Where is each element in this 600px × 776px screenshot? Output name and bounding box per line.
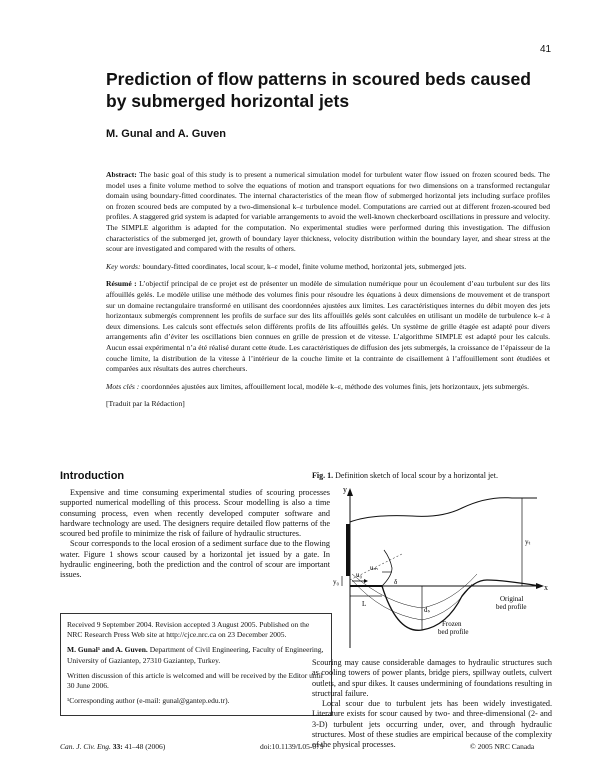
l-label: L [362,600,367,608]
introduction-body [60,488,330,581]
keywords-text: boundary-fitted coordinates, local scour, k–ε model, finite volume method, horizontal jets, submerged jets. [142,261,467,271]
delta-label: δ [394,578,398,586]
translation-note: [Traduit par la Rédaction] [106,399,185,409]
affiliation-note [67,645,325,665]
journal-volume: 33: [112,742,123,751]
figure-caption-text: Definition sketch of local scour by a horizontal jet. [335,471,498,480]
right-paragraph-2: Local scour due to turbulent jets has been widely investigated. Literature exists for scour caused by two- and three-dimensional (2- and 3-D) turbulent jets occurring under, over, and through hydraulic structures. Most of these studies are empirical because of the complexity of the physical processes. [312,699,552,750]
original-bed-label: bed profile [496,603,527,611]
abstract-text: The basic goal of this study is to present a numerical simulation model for turbulent water flow issued on frozen scoured beds. The model uses a finite volume method to solve the equations of motion and transport equations for two dimensions on a transformed rectangular domain using boundary-fitted coordinates. The internal characteristics of the mean flow of submerged horizontal jets including surface profiles on frozen scoured beds are computed by a two-dimensional k–ε turbulence model. Computations are carried out at different frozen-scoured bed profiles. A staggered grid system is adapted for variable arrangements to avoid the well-known checkerboard oscillations in pressure and velocity. The SIMPLE algorithm is adapted for the computation. No experimental studies were performed during this investigation. The diffusion characteristics of the submerged jet, growth of boundary layer thickness, velocity distribution within the boundary layer, and shear stress at the scour are investigated and compared with the results of others. [106,170,550,254]
jet-boundary [350,554,402,580]
ds-label: dₛ [424,606,431,614]
abstract-block [106,170,550,417]
authors: M. Gunal and A. Guven [106,128,226,140]
y0-label: y₀ [333,578,339,586]
resume [106,279,550,374]
scour-definition-sketch [312,484,552,652]
yt-label: yₜ [525,538,531,546]
note-affiliation: Department of Civil Engineering, Faculty of Engineering, University of Gaziantep, 27310 Gaziantep, Turkey. [67,645,324,665]
gate [346,524,350,576]
page-number: 41 [540,44,552,55]
original-label: Original [500,595,524,603]
motscles-text: coordonnées ajustées aux limites, affouillement local, modèle k–ε, méthode des volumes finis, jets horizontaux, jets submergés. [141,381,530,391]
resume-label: Résumé : [106,279,137,289]
figure-caption [312,471,552,480]
intro-paragraph-2: Scour corresponds to the local erosion of a sediment surface due to the flowing water. Figure 1 shows scour caused by a horizontal jet issued by a gate. In hydraulic engineering, both the prediction and the control of scour are important issues. [60,539,330,580]
resume-text: L’objectif principal de ce projet est de présenter un modèle de simulation numérique pour un écoulement d’eau turbulent sur des lits affouillés gelés. Le modèle utilise une méthode des volumes finis pour résoudre les équations à deux dimensions de mouvement et de transport sur un domaine rectangulaire transformé en utilisant des coordonnées ajustées aux limites. Les caractéristiques internes du débit moyen des jets horizontaux submergés comprennent les profils de surface sur des lits affouillés gelés sont calculées en utilisant un modèle de turbulence k–ε à deux dimensions. Les calculs sont effectués selon différents profils de lits affouillés gelés. Un système de grille étagée est adapté pour divers arrangements afin d’éviter les oscillations bien connues en grille de pression et de vitesse. L’algorithme SIMPLE est adapté pour les calculs. Aucun essai expérimental n’a été réalisé durant cette étude. Les caractéristiques de diffusion des jets submergés, la croissance de l’épaisseur de la couche limite, la distribution de la vitesse à l’intérieur de la couche limite et la contrainte de cisaillement à l’affouillement sont étudiées et comparées aux résultats des autres chercheurs. [106,279,550,374]
jet-arrow-head [364,579,368,583]
u0-label: u₀ [356,571,362,579]
y-axis-arrow [347,488,353,496]
introduction-heading: Introduction [60,470,125,482]
journal-pages: 41–48 (2006) [124,742,166,751]
y-axis-label: y [343,485,347,494]
motscles [106,382,550,393]
footer-copyright: © 2005 NRC Canada [470,742,535,751]
received-note: Received 9 September 2004. Revision accepted 3 August 2005. Published on the NRC Research Press Web site at http://cjce.nrc.ca on 23 December 2005. [67,620,310,640]
article-notes [60,613,332,716]
frozen-bed-label: bed profile [438,628,469,636]
frozen-label: Frozen [442,620,462,628]
discussion-note: Written discussion of this article is welcomed and will be received by the Editor until 30 June 2006. [67,670,323,691]
right-paragraph-1: Scouring may cause considerable damages to hydraulic structures such as cooling towers of power plants, bridge piers, spillway outlets, culvert outlets, and spur dikes. It causes undermining of foundations resulting in structural failure. [312,658,552,698]
paper-title: Prediction of flow patterns in scoured beds caused by submerged horizontal jets [106,69,531,111]
footer-doi: doi:10.1139/L05-079 [260,742,324,751]
intro-paragraph-1: Expensive and time consuming experimental studies of scouring processes supported numerical modelling of this process. Scour modelling is also a time consuming process, even when recently developed computer software and hardware technology are used. The designers require detailed flow patterns of the scoured bed profile to minimize the risk of failure of hydraulic structures. [60,488,330,539]
right-column-text [312,658,552,751]
abstract [106,170,550,255]
um-label: uₘ [370,564,378,572]
figure-label: Fig. 1. [312,471,334,480]
velocity-profile [382,550,392,586]
keywords [106,262,550,273]
abstract-label: Abstract: [106,170,137,179]
motscles-label: Mots clés : [106,381,140,391]
keywords-label: Key words: [106,261,141,271]
water-surface [350,498,537,522]
footer-journal [60,742,165,751]
corresponding-note: ¹Corresponding author (e-mail: gunal@gantep.edu.tr). [67,696,230,706]
x-axis-label: x [544,583,548,592]
note-authors: M. Gunal¹ and A. Guven. [67,645,148,655]
journal-name: Can. J. Civ. Eng. [60,742,111,751]
